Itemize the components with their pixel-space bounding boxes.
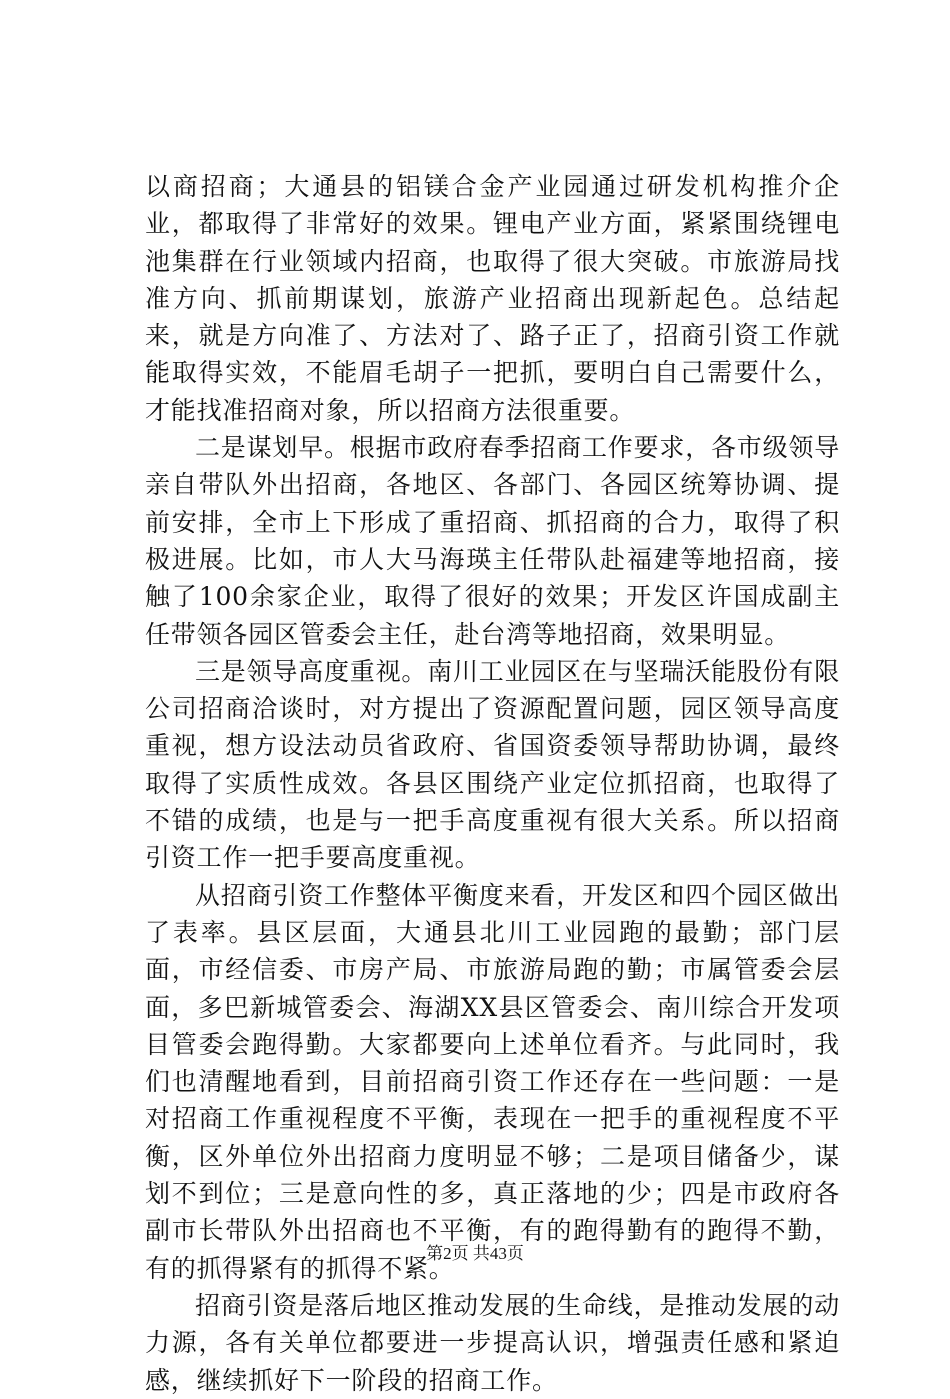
paragraph-4: 从招商引资工作整体平衡度来看，开发区和四个园区做出了表率。县区层面，大通县北川工业园跑的最勤；部门层面，市经信委、市房产局、市旅游局跑的勤；市属管委会层面，多巴新城管委会、海湖XX县区管委会、南川综合开发项目管委会跑得勤。大家都要向上述单位看齐。与此同时，我们也清醒地看到，目前招商引资工作还存在一些问题：一是对招商工作重视程度不平衡，表现在一把手的重视程度不平衡，区外单位外出招商力度明显不够；二是项目储备少，谋划不到位；三是意向性的多，真正落地的少；四是市政府各副市长带队外出招商也不平衡，有的跑得勤有的跑得不勤，有的抓得紧有的抓得不紧。	[145, 880, 841, 1283]
document-body	[145, 168, 840, 1399]
paragraph-1: 以商招商；大通县的铝镁合金产业园通过研发机构推介企业，都取得了非常好的效果。锂电产业方面，紧紧围绕锂电池集群在行业领域内招商，也取得了很大突破。市旅游局找准方向、抓前期谋划，旅游产业招商出现新起色。总结起来，就是方向准了、方法对了、路子正了，招商引资工作就能取得实效，不能眉毛胡子一把抓，要明白自己需要什么，才能找准招商对象，所以招商方法很重要。	[145, 172, 840, 425]
paragraph-3: 三是领导高度重视。南川工业园区在与坚瑞沃能股份有限公司招商洽谈时，对方提出了资源配置问题，园区领导高度重视，想方设法动员省政府、省国资委领导帮助协调，最终取得了实质性成效。各县区围绕产业定位抓招商，也取得了不错的成绩，也是与一把手高度重视有很大关系。所以招商引资工作一把手要高度重视。	[145, 656, 841, 873]
paragraph-2: 二是谋划早。根据市政府春季招商工作要求，各市级领导亲自带队外出招商，各地区、各部门、各园区统筹协调、提前安排，全市上下形成了重招商、抓招商的合力，取得了积极进展。比如，市人大马海瑛主任带队赴福建等地招商，接触了100余家企业，取得了很好的效果；开发区许国成副主任带领各园区管委会主任，赴台湾等地招商，效果明显。	[145, 433, 841, 649]
paragraph-5: 招商引资是落后地区推动发展的生命线，是推动发展的动力源，各有关单位都要进一步提高认识，增强责任感和紧迫感，继续抓好下一阶段的招商工作。	[145, 1290, 841, 1395]
page-footer: 第2页 共43页	[426, 1244, 524, 1263]
